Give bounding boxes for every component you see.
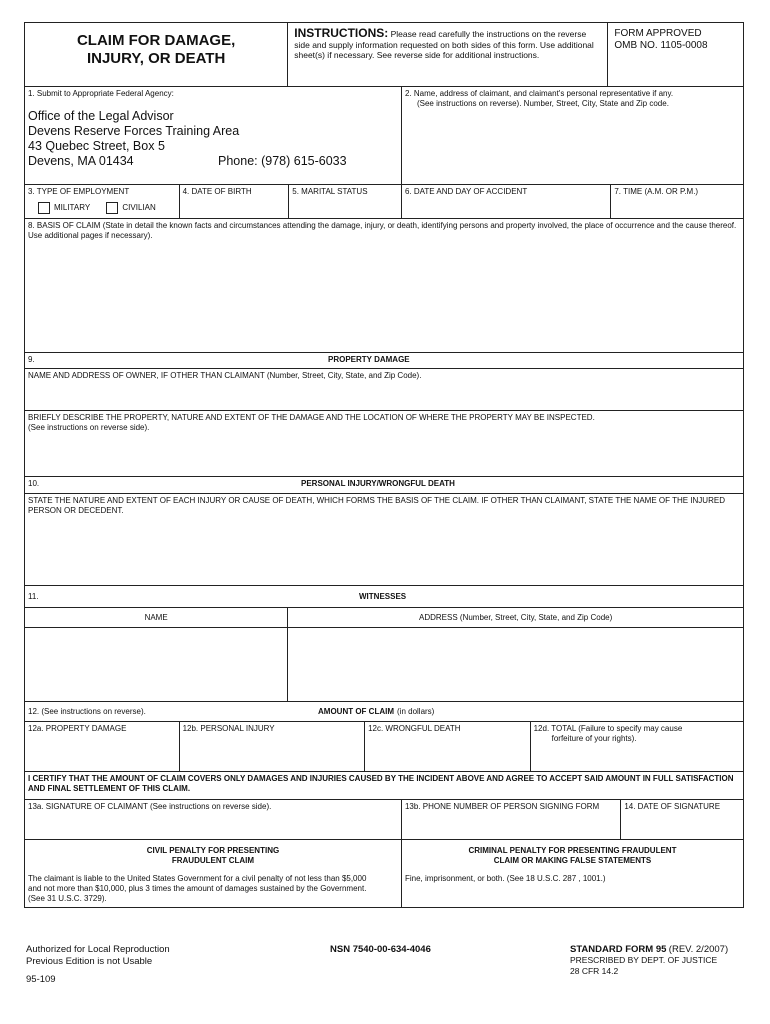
approval-line2: OMB NO. 1105-0008: [614, 40, 708, 51]
military-label: MILITARY: [54, 203, 91, 213]
cfr-reference: 28 CFR 14.2: [570, 966, 619, 976]
claim-form: [24, 22, 744, 908]
authorized-text: Authorized for Local Reproduction: [26, 944, 170, 955]
property-damage-amount-label: 12a. PROPERTY DAMAGE: [28, 724, 127, 733]
phone-field[interactable]: [402, 800, 621, 839]
civil-text: The claimant is liable to the United States Government for a civil penalty of not less than $5,000 and not more than $10,000, plus 3 times the amount of damages sustained by the Government. (See 31 U.S.C. 3729).: [28, 874, 367, 903]
witnesses-heading-row: [25, 586, 743, 608]
civil-heading-line1: CIVIL PENALTY FOR PRESENTING: [146, 846, 280, 855]
property-num: 9.: [28, 355, 35, 364]
agency-line2: Devens Reserve Forces Training Area: [28, 124, 240, 138]
witness-address-header: ADDRESS (Number, Street, City, State, and Zip Code): [419, 613, 613, 622]
penalty-row: [25, 840, 743, 907]
basis-of-claim-label: 8. BASIS OF CLAIM (State in detail the known facts and circumstances attending the damage, injury, or death, identifying persons and property involved, the place of occurrence and the cause thereof. Use additional pages if necessary).: [28, 221, 737, 240]
details-row: [25, 185, 743, 219]
witness-name-field[interactable]: [25, 628, 288, 701]
agency-field[interactable]: [25, 87, 402, 184]
witnesses-num: 11.: [28, 591, 39, 601]
employment-field: [25, 185, 180, 218]
property-damage-amount-field[interactable]: [25, 722, 180, 771]
civil-penalty: [25, 840, 402, 907]
certify-row: [25, 772, 743, 800]
total-amount-field[interactable]: [531, 722, 743, 771]
previous-edition-text: Previous Edition is not Usable: [26, 956, 153, 967]
property-describe-row: [25, 411, 743, 477]
employment-label: 3. TYPE OF EMPLOYMENT: [28, 187, 130, 196]
personal-injury-amount-label: 12b. PERSONAL INJURY: [182, 724, 275, 733]
property-describe-line2: (See instructions on reverse side).: [28, 423, 150, 432]
agency-city: Devens, MA 01434: [28, 154, 134, 168]
amount-note: (in dollars): [397, 706, 435, 716]
property-damage-title: PROPERTY DAMAGE: [328, 355, 410, 364]
instructions-label: INSTRUCTIONS:: [294, 26, 389, 40]
standard-form: STANDARD FORM 95: [570, 944, 667, 955]
form-title: [25, 23, 288, 86]
marital-field[interactable]: [289, 185, 402, 218]
claimant-label-line1: 2. Name, address of claimant, and claimant's personal representative if any.: [404, 89, 674, 98]
form-header: [25, 23, 743, 87]
time-label: 7. TIME (A.M. OR P.M.): [614, 187, 699, 196]
agency-row: [25, 87, 743, 185]
injury-field[interactable]: [25, 494, 743, 585]
property-damage-heading: [25, 353, 743, 368]
prescribed-by: PRESCRIBED BY DEPT. OF JUSTICE: [570, 955, 718, 965]
time-field[interactable]: [611, 185, 743, 218]
nsn-number: NSN 7540-00-634-4046: [330, 944, 431, 955]
injury-row: [25, 494, 743, 586]
approval-line1: FORM APPROVED: [614, 28, 702, 39]
criminal-heading-line2: CLAIM OR MAKING FALSE STATEMENTS: [493, 856, 652, 865]
basis-of-claim-field[interactable]: [25, 219, 743, 352]
owner-label: NAME AND ADDRESS OF OWNER, IF OTHER THAN CLAIMANT (Number, Street, City, State, and Zip Code).: [28, 371, 422, 380]
injury-num: 10.: [28, 479, 40, 488]
dob-label: 4. DATE OF BIRTH: [182, 187, 252, 196]
date-signature-field[interactable]: [621, 800, 743, 839]
agency-phone: Phone: (978) 615-6033: [218, 154, 347, 168]
signature-row: [25, 800, 743, 840]
witnesses-columns-row: [25, 608, 743, 628]
property-describe-field[interactable]: [25, 411, 743, 476]
property-damage-heading-row: [25, 353, 743, 369]
injury-title: PERSONAL INJURY/WRONGFUL DEATH: [301, 479, 455, 488]
certify-text: I CERTIFY THAT THE AMOUNT OF CLAIM COVERS ONLY DAMAGES AND INJURIES CAUSED BY THE INCIDENT ABOVE AND AGREE TO ACCEPT SAID AMOUNT IN FULL SATISFACTION AND FINAL SETTLEMENT OF THIS CLAIM.: [28, 774, 734, 793]
criminal-text: Fine, imprisonment, or both. (See 18 U.S.C. 287 , 1001.): [404, 874, 606, 883]
amount-title: AMOUNT OF CLAIM: [318, 706, 394, 716]
signature-field[interactable]: [25, 800, 402, 839]
personal-injury-amount-field[interactable]: [180, 722, 365, 771]
injury-heading-row: [25, 477, 743, 494]
instructions-box: [288, 23, 608, 86]
accident-date-label: 6. DATE AND DAY OF ACCIDENT: [404, 187, 528, 196]
military-checkbox[interactable]: [38, 202, 50, 214]
total-amount-label-line2: forfeiture of your rights).: [551, 734, 637, 743]
wrongful-death-amount-label: 12c. WRONGFUL DEATH: [368, 724, 461, 733]
criminal-penalty: [402, 840, 743, 907]
witness-name-header: NAME: [25, 608, 288, 627]
injury-label: STATE THE NATURE AND EXTENT OF EACH INJURY OR CAUSE OF DEATH, WHICH FORMS THE BASIS OF THE CLAIM. IF OTHER THAN CLAIMANT, STATE THE NAME OF THE INJURED PERSON OR DECEDENT.: [28, 496, 725, 515]
injury-heading: [25, 477, 743, 493]
owner-row: [25, 369, 743, 411]
criminal-heading-line1: CRIMINAL PENALTY FOR PRESENTING FRAUDULENT: [468, 846, 677, 855]
amount-heading: [25, 702, 743, 721]
civilian-checkbox[interactable]: [106, 202, 118, 214]
dob-field[interactable]: [180, 185, 290, 218]
form-revision: (REV. 2/2007): [668, 944, 729, 955]
amount-heading-row: [25, 702, 743, 722]
agency-line3: 43 Quebec Street, Box 5: [28, 139, 165, 153]
amount-num: 12. (See instructions on reverse).: [28, 706, 146, 716]
total-amount-label-line1: 12d. TOTAL (Failure to specify may cause: [533, 724, 683, 733]
agency-label: 1. Submit to Appropriate Federal Agency:: [28, 89, 174, 98]
civilian-label: CIVILIAN: [122, 203, 156, 213]
accident-date-field[interactable]: [402, 185, 611, 218]
claimant-field[interactable]: [402, 87, 743, 184]
phone-label: 13b. PHONE NUMBER OF PERSON SIGNING FORM: [404, 802, 600, 811]
wrongful-death-amount-field[interactable]: [365, 722, 531, 771]
civil-heading-line2: FRAUDULENT CLAIM: [171, 856, 255, 865]
certify-statement: [25, 772, 743, 799]
title-line1: CLAIM FOR DAMAGE,: [76, 32, 236, 49]
signature-label: 13a. SIGNATURE OF CLAIMANT (See instructions on reverse side).: [28, 802, 272, 811]
date-signature-label: 14. DATE OF SIGNATURE: [624, 802, 721, 811]
owner-field[interactable]: [25, 369, 743, 410]
amount-row: [25, 722, 743, 772]
witnesses-heading: [25, 586, 743, 607]
witness-address-field[interactable]: [288, 628, 743, 701]
form-code: 95-109: [26, 974, 56, 985]
basis-of-claim-row: [25, 219, 743, 353]
witnesses-entry-row: [25, 628, 743, 702]
claimant-label-line2: (See instructions on reverse). Number, Street, City, State and Zip code.: [416, 99, 669, 108]
title-line2: INJURY, OR DEATH: [86, 50, 226, 67]
witnesses-title: WITNESSES: [359, 591, 407, 601]
marital-label: 5. MARITAL STATUS: [292, 187, 368, 196]
instructions-text: Please read carefully the instructions on the reverse side and supply information requested on both sides of this form. Use additional sheet(s) if necessary. See reverse side for additional instructions.: [294, 29, 594, 60]
approval-box: [608, 23, 743, 86]
property-describe-line1: BRIEFLY DESCRIBE THE PROPERTY, NATURE AND EXTENT OF THE DAMAGE AND THE LOCATION OF WHERE THE PROPERTY MAY BE INSPECTED.: [28, 413, 595, 422]
agency-line1: Office of the Legal Advisor: [28, 109, 174, 123]
